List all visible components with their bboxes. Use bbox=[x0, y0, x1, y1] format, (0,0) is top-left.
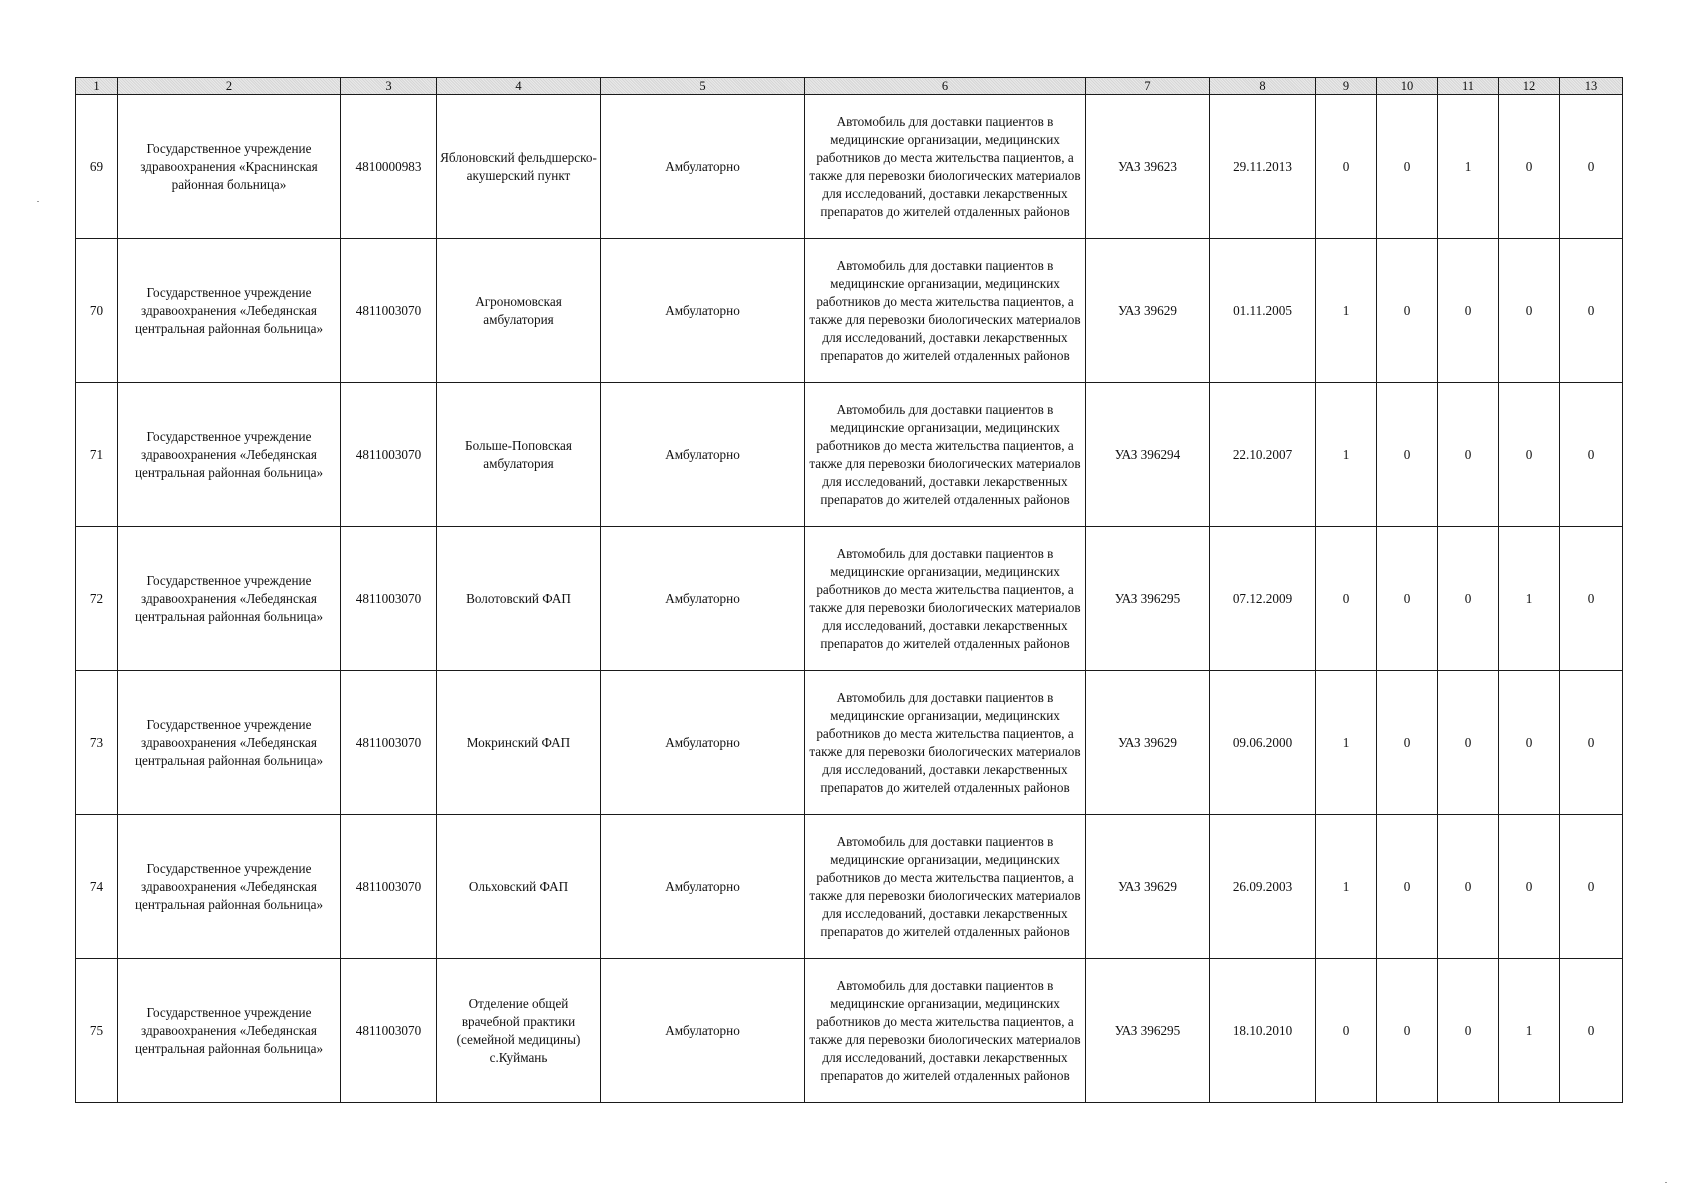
subdivision-cell: Мокринский ФАП bbox=[437, 671, 601, 815]
vehicle-purpose-cell: Автомобиль для доставки пациентов в медицинские организации, медицинских работников до места жительства пациентов, а также для перевозки биологических материалов для исследований, доставки лекарственных препаратов до жителей отдаленных районов bbox=[805, 671, 1086, 815]
subdivision-cell: Волотовский ФАП bbox=[437, 527, 601, 671]
count-cell-12: 0 bbox=[1499, 239, 1560, 383]
care-type-cell: Амбулаторно bbox=[601, 383, 805, 527]
vehicle-registry-table bbox=[75, 77, 1623, 1103]
care-type-cell: Амбулаторно bbox=[601, 239, 805, 383]
table-row bbox=[76, 383, 1623, 527]
count-cell-9: 1 bbox=[1316, 815, 1377, 959]
date-cell: 18.10.2010 bbox=[1210, 959, 1316, 1103]
row-number-cell: 69 bbox=[76, 95, 118, 239]
column-number-cell: 11 bbox=[1438, 78, 1499, 95]
count-cell-10: 0 bbox=[1377, 383, 1438, 527]
scan-speck bbox=[37, 201, 39, 202]
count-cell-10: 0 bbox=[1377, 527, 1438, 671]
count-cell-11: 0 bbox=[1438, 383, 1499, 527]
column-number-cell: 1 bbox=[76, 78, 118, 95]
institution-cell: Государственное учреждение здравоохранения «Лебедянская центральная районная больница» bbox=[118, 671, 341, 815]
date-cell: 01.11.2005 bbox=[1210, 239, 1316, 383]
vehicle-model-cell: УАЗ 396295 bbox=[1086, 959, 1210, 1103]
date-cell: 22.10.2007 bbox=[1210, 383, 1316, 527]
column-number-cell: 5 bbox=[601, 78, 805, 95]
vehicle-purpose-cell: Автомобиль для доставки пациентов в медицинские организации, медицинских работников до места жительства пациентов, а также для перевозки биологических материалов для исследований, доставки лекарственных препаратов до жителей отдаленных районов bbox=[805, 95, 1086, 239]
column-number-cell: 4 bbox=[437, 78, 601, 95]
column-number-cell: 8 bbox=[1210, 78, 1316, 95]
count-cell-13: 0 bbox=[1560, 239, 1623, 383]
table-row bbox=[76, 95, 1623, 239]
count-cell-10: 0 bbox=[1377, 959, 1438, 1103]
count-cell-9: 0 bbox=[1316, 527, 1377, 671]
count-cell-10: 0 bbox=[1377, 239, 1438, 383]
column-number-header bbox=[76, 78, 1623, 95]
vehicle-model-cell: УАЗ 396295 bbox=[1086, 527, 1210, 671]
column-number-row bbox=[76, 78, 1623, 95]
count-cell-13: 0 bbox=[1560, 959, 1623, 1103]
vehicle-model-cell: УАЗ 396294 bbox=[1086, 383, 1210, 527]
row-number-cell: 74 bbox=[76, 815, 118, 959]
institution-code-cell: 4811003070 bbox=[341, 527, 437, 671]
care-type-cell: Амбулаторно bbox=[601, 95, 805, 239]
subdivision-cell: Отделение общей врачебной практики (семейной медицины) с.Куймань bbox=[437, 959, 601, 1103]
row-number-cell: 72 bbox=[76, 527, 118, 671]
institution-cell: Государственное учреждение здравоохранения «Лебедянская центральная районная больница» bbox=[118, 239, 341, 383]
subdivision-cell: Яблоновский фельдшерско-акушерский пункт bbox=[437, 95, 601, 239]
row-number-cell: 73 bbox=[76, 671, 118, 815]
care-type-cell: Амбулаторно bbox=[601, 671, 805, 815]
vehicle-model-cell: УАЗ 39629 bbox=[1086, 239, 1210, 383]
vehicle-model-cell: УАЗ 39629 bbox=[1086, 671, 1210, 815]
vehicle-model-cell: УАЗ 39623 bbox=[1086, 95, 1210, 239]
count-cell-11: 0 bbox=[1438, 815, 1499, 959]
institution-code-cell: 4811003070 bbox=[341, 815, 437, 959]
institution-cell: Государственное учреждение здравоохранения «Краснинская районная больница» bbox=[118, 95, 341, 239]
row-number-cell: 70 bbox=[76, 239, 118, 383]
care-type-cell: Амбулаторно bbox=[601, 815, 805, 959]
count-cell-13: 0 bbox=[1560, 95, 1623, 239]
institution-cell: Государственное учреждение здравоохранения «Лебедянская центральная районная больница» bbox=[118, 959, 341, 1103]
institution-code-cell: 4811003070 bbox=[341, 959, 437, 1103]
count-cell-10: 0 bbox=[1377, 95, 1438, 239]
count-cell-11: 0 bbox=[1438, 671, 1499, 815]
count-cell-10: 0 bbox=[1377, 815, 1438, 959]
care-type-cell: Амбулаторно bbox=[601, 959, 805, 1103]
column-number-cell: 10 bbox=[1377, 78, 1438, 95]
subdivision-cell: Ольховский ФАП bbox=[437, 815, 601, 959]
subdivision-cell: Больше-Поповская амбулатория bbox=[437, 383, 601, 527]
count-cell-12: 1 bbox=[1499, 959, 1560, 1103]
count-cell-11: 0 bbox=[1438, 527, 1499, 671]
institution-code-cell: 4811003070 bbox=[341, 239, 437, 383]
table-row bbox=[76, 815, 1623, 959]
count-cell-9: 1 bbox=[1316, 671, 1377, 815]
count-cell-11: 1 bbox=[1438, 95, 1499, 239]
subdivision-cell: Агрономовская амбулатория bbox=[437, 239, 601, 383]
column-number-cell: 13 bbox=[1560, 78, 1623, 95]
count-cell-12: 1 bbox=[1499, 527, 1560, 671]
count-cell-11: 0 bbox=[1438, 239, 1499, 383]
institution-code-cell: 4810000983 bbox=[341, 95, 437, 239]
scan-speck bbox=[1665, 1182, 1667, 1183]
count-cell-9: 1 bbox=[1316, 239, 1377, 383]
count-cell-9: 0 bbox=[1316, 95, 1377, 239]
date-cell: 09.06.2000 bbox=[1210, 671, 1316, 815]
vehicle-purpose-cell: Автомобиль для доставки пациентов в медицинские организации, медицинских работников до места жительства пациентов, а также для перевозки биологических материалов для исследований, доставки лекарственных препаратов до жителей отдаленных районов bbox=[805, 959, 1086, 1103]
institution-code-cell: 4811003070 bbox=[341, 671, 437, 815]
column-number-cell: 3 bbox=[341, 78, 437, 95]
institution-code-cell: 4811003070 bbox=[341, 383, 437, 527]
vehicle-purpose-cell: Автомобиль для доставки пациентов в медицинские организации, медицинских работников до места жительства пациентов, а также для перевозки биологических материалов для исследований, доставки лекарственных препаратов до жителей отдаленных районов bbox=[805, 815, 1086, 959]
count-cell-12: 0 bbox=[1499, 383, 1560, 527]
vehicle-purpose-cell: Автомобиль для доставки пациентов в медицинские организации, медицинских работников до места жительства пациентов, а также для перевозки биологических материалов для исследований, доставки лекарственных препаратов до жителей отдаленных районов bbox=[805, 239, 1086, 383]
count-cell-13: 0 bbox=[1560, 383, 1623, 527]
column-number-cell: 6 bbox=[805, 78, 1086, 95]
table-row bbox=[76, 959, 1623, 1103]
count-cell-12: 0 bbox=[1499, 671, 1560, 815]
count-cell-13: 0 bbox=[1560, 527, 1623, 671]
table-body bbox=[76, 95, 1623, 1103]
institution-cell: Государственное учреждение здравоохранения «Лебедянская центральная районная больница» bbox=[118, 383, 341, 527]
care-type-cell: Амбулаторно bbox=[601, 527, 805, 671]
row-number-cell: 75 bbox=[76, 959, 118, 1103]
count-cell-9: 0 bbox=[1316, 959, 1377, 1103]
count-cell-10: 0 bbox=[1377, 671, 1438, 815]
column-number-cell: 2 bbox=[118, 78, 341, 95]
row-number-cell: 71 bbox=[76, 383, 118, 527]
count-cell-11: 0 bbox=[1438, 959, 1499, 1103]
count-cell-9: 1 bbox=[1316, 383, 1377, 527]
count-cell-12: 0 bbox=[1499, 95, 1560, 239]
column-number-cell: 9 bbox=[1316, 78, 1377, 95]
table-row bbox=[76, 239, 1623, 383]
column-number-cell: 12 bbox=[1499, 78, 1560, 95]
date-cell: 29.11.2013 bbox=[1210, 95, 1316, 239]
vehicle-purpose-cell: Автомобиль для доставки пациентов в медицинские организации, медицинских работников до места жительства пациентов, а также для перевозки биологических материалов для исследований, доставки лекарственных препаратов до жителей отдаленных районов bbox=[805, 383, 1086, 527]
count-cell-13: 0 bbox=[1560, 815, 1623, 959]
table-row bbox=[76, 527, 1623, 671]
count-cell-12: 0 bbox=[1499, 815, 1560, 959]
date-cell: 07.12.2009 bbox=[1210, 527, 1316, 671]
vehicle-purpose-cell: Автомобиль для доставки пациентов в медицинские организации, медицинских работников до места жительства пациентов, а также для перевозки биологических материалов для исследований, доставки лекарственных препаратов до жителей отдаленных районов bbox=[805, 527, 1086, 671]
vehicle-model-cell: УАЗ 39629 bbox=[1086, 815, 1210, 959]
institution-cell: Государственное учреждение здравоохранения «Лебедянская центральная районная больница» bbox=[118, 527, 341, 671]
table-row bbox=[76, 671, 1623, 815]
date-cell: 26.09.2003 bbox=[1210, 815, 1316, 959]
institution-cell: Государственное учреждение здравоохранения «Лебедянская центральная районная больница» bbox=[118, 815, 341, 959]
count-cell-13: 0 bbox=[1560, 671, 1623, 815]
column-number-cell: 7 bbox=[1086, 78, 1210, 95]
